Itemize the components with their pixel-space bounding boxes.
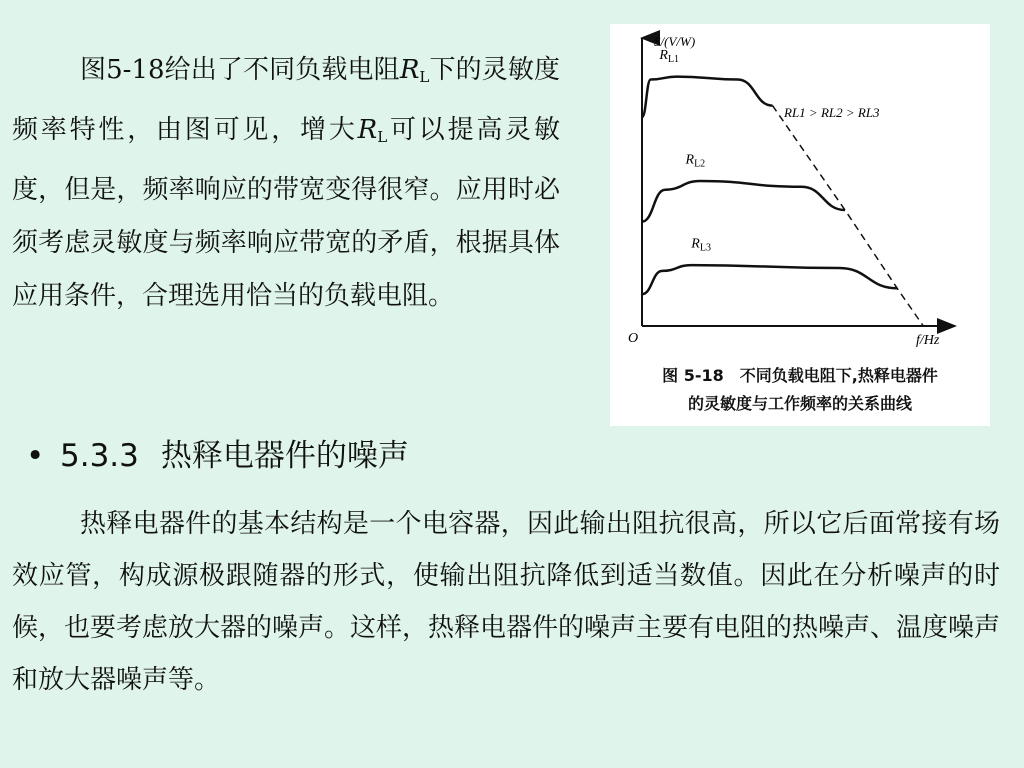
- section-title: 热释电器件的噪声: [160, 438, 409, 474]
- rl-subscript-2: L: [377, 128, 388, 146]
- relation-label: RL1 > RL2 > RL3: [784, 105, 880, 120]
- origin-label: O: [628, 331, 639, 346]
- series-label-rl1: $R_{L1}$: [659, 48, 680, 66]
- figure-caption: [610, 362, 990, 418]
- y-axis-label: S/(V/W): [654, 34, 696, 49]
- intro-text-3: 可以提高灵敏度，但是，频率响应的带宽变得很窄。应用时必须考虑灵敏度与频率响应带宽的矛盾，根据具体应用条件，合理选用恰当的负载电阻。: [12, 115, 560, 311]
- rl-subscript: L: [419, 68, 430, 86]
- sensitivity-chart: [610, 24, 990, 364]
- rl-symbol-2: R: [357, 115, 378, 145]
- figure-5-18: [610, 24, 990, 426]
- series-label-rl3: $R_{L3}$: [691, 236, 711, 254]
- intro-paragraph: [12, 44, 560, 323]
- series-label-rl2: $R_{L2}$: [685, 152, 706, 170]
- series-line-rl2: [642, 181, 845, 222]
- series-line-envelope: [773, 106, 924, 326]
- caption-line-2: 的灵敏度与工作频率的关系曲线: [687, 394, 912, 413]
- x-axis-label: f/Hz: [916, 333, 940, 348]
- rl-symbol: R: [399, 55, 420, 85]
- section-heading: [26, 434, 409, 478]
- body-paragraph: 热释电器件的基本结构是一个电容器，因此输出阻抗很高，所以它后面常接有场效应管，构成源极跟随器的形式，使输出阻抗降低到适当数值。因此在分析噪声的时候，也要考虑放大器的噪声。这样，热释电器件的噪声主要有电阻的热噪声、温度噪声和放大器噪声等。: [12, 509, 1001, 695]
- series-line-rl1: [642, 77, 773, 118]
- section-number: 5.3.3: [60, 438, 139, 474]
- intro-text-2: 下的灵敏度频率特性，由图可见，增大: [12, 55, 560, 145]
- series-line-rl3: [642, 265, 897, 294]
- caption-line-1: 图 5-18 不同负载电阻下,热释电器件: [662, 366, 938, 385]
- bullet-icon: •: [26, 438, 45, 474]
- intro-text-1: 图5-18给出了不同负载电阻: [80, 55, 400, 85]
